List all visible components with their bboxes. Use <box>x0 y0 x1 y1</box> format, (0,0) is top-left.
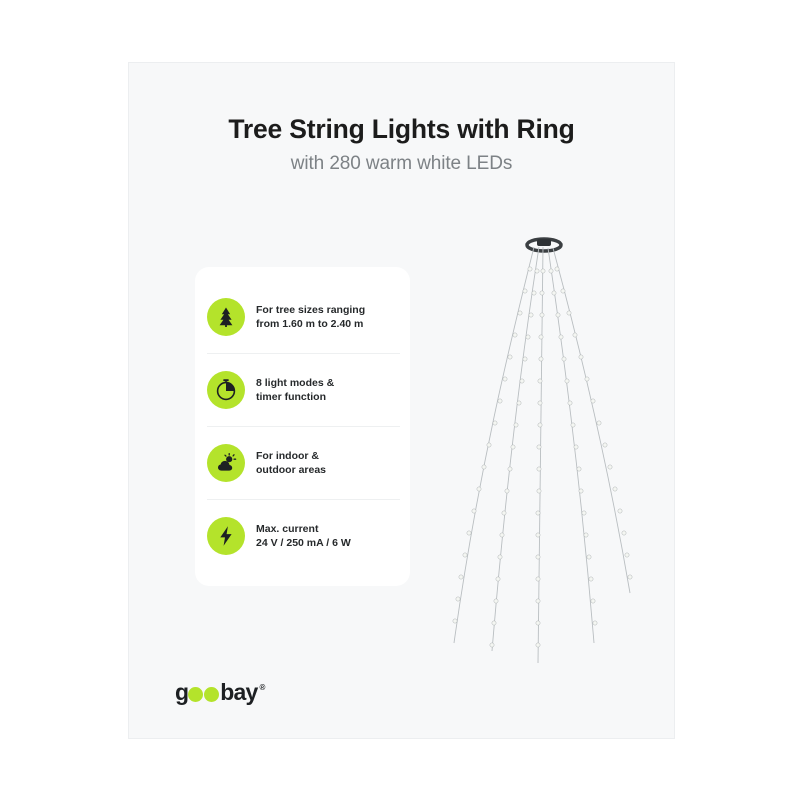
feature-list <box>195 267 410 586</box>
tree-icon <box>207 298 245 336</box>
feature-text: For indoor & outdoor areas <box>256 449 327 476</box>
registered-mark: ® <box>259 683 265 692</box>
feature-item-indoor-outdoor <box>207 426 400 499</box>
product-subtitle: with 280 warm white LEDs <box>290 153 513 175</box>
feature-text: For tree sizes ranging from 1.60 m to 2.40 m <box>256 303 366 330</box>
product-package-panel <box>128 62 675 739</box>
product-header <box>129 115 674 175</box>
timer-icon <box>207 371 245 409</box>
feature-item-light-modes <box>207 353 400 426</box>
brand-logo-text-tail: bay <box>220 679 258 705</box>
feature-text: 8 light modes & timer function <box>256 376 335 403</box>
brand-logo-dot <box>188 687 203 702</box>
feature-text: Max. current 24 V / 250 mA / 6 W <box>256 522 351 549</box>
brand-logo-dot <box>204 687 219 702</box>
brand-logo-text: g <box>175 679 189 705</box>
lightning-bolt-icon <box>207 517 245 555</box>
brand-logo <box>175 679 265 706</box>
sun-cloud-icon <box>207 444 245 482</box>
product-photo <box>414 173 674 683</box>
feature-item-max-current <box>207 499 400 572</box>
feature-item-tree-size <box>207 281 400 353</box>
page-title: Tree String Lights with Ring <box>228 114 575 144</box>
